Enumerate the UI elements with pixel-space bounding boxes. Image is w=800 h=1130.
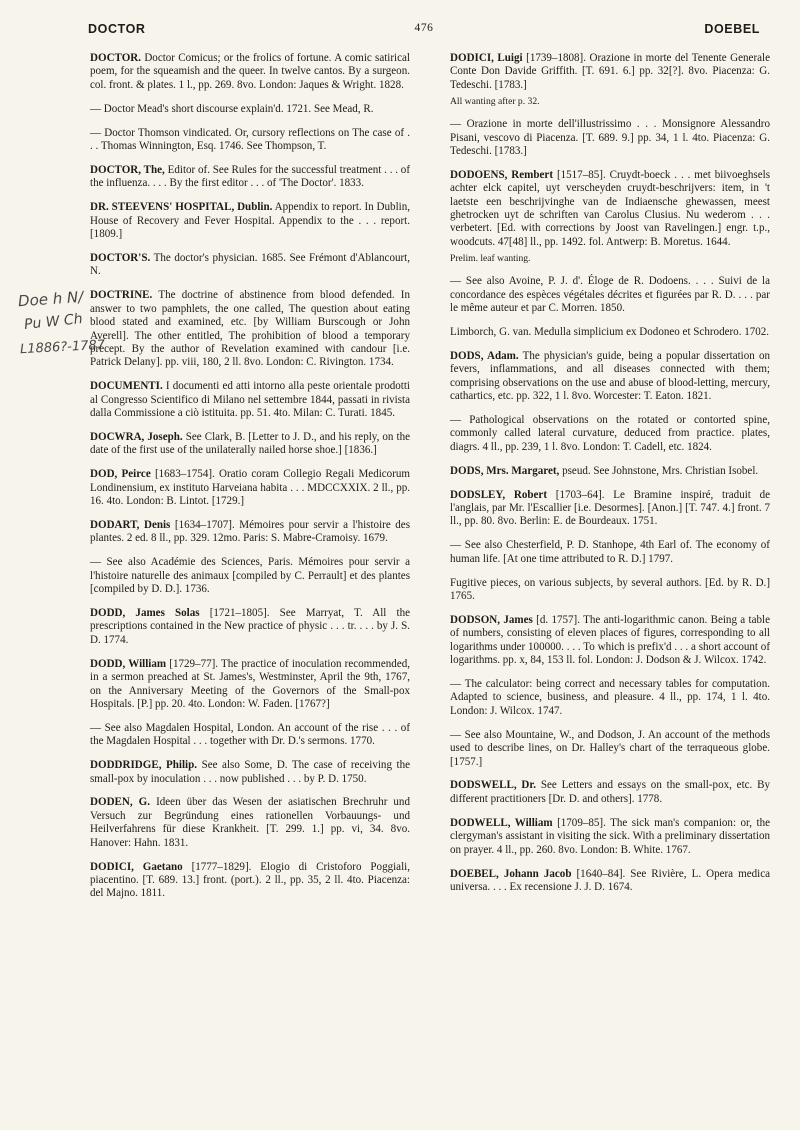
catalog-entry [450,817,770,857]
catalog-entry [90,658,410,712]
catalog-entry [90,289,410,369]
entry-text: — See also Avoine, P. J. d'. Éloge de R. Dodoens. . . . Suivi de la concordance des espèces végétales décrites et figurées par R. D. . . . par le même auteur et par C. Morren. 1850. [450,275,770,314]
catalog-entry [90,431,410,458]
catalog-entry [90,252,410,279]
catalog-entry [90,556,410,596]
entry-text: The doctrine of abstinence from blood defended. In answer to two pamphlets, the one called, The question about eating blood stated and examined, etc. [by William Burscough or John Averell]. The other entitled, The prohibition of blood a temporary precept. By the author of Revelation examined with candour [i.e. Patrick Delany]. pp. viii, 180, 2 ll. 8vo. London: C. Rivington. 1734. [90,289,411,369]
entry-text: [1703–64]. Le Bramine inspiré, traduit de l'anglais, par Mr. l'Escallier [i.e. Desormes]. [Anon.] [T. 747. 4.] front. 7 ll., pp. 80. 8vo. Berlin: E. de Bourdeaux. 1751. [450,488,771,528]
catalog-entry [450,465,770,478]
catalog-entry [450,779,770,806]
entry-text: Prelim. leaf wanting. [450,252,531,264]
entry-heading: DODSON, James [450,613,533,626]
entry-text: — See also Mountaine, W., and Dodson, J. An account of the methods used to describe lines, on Dr. Halley's chart of the terraqueous globe. [1757.] [450,728,770,768]
entry-text: Limborch, G. van. Medulla simplicium ex Dodoneo et Schrodero. 1702. [450,325,770,338]
entry-text: See also Some, D. The case of receiving the small-pox by inoculation . . . now published . . . by P. D. 1750. [90,759,410,785]
entry-text: — Orazione in morte dell'illustrissimo . . . Monsignore Alessandro Pisani, vescovo di Piacenza. [T. 689. 9.] pp. 34, 1 l. 4to. Piacenza: G. Tedeschi. [1783.] [450,118,770,157]
entry-text: — See also Académie des Sciences, Paris. Mémoires pour servir a l'histoire naturelle des animaux [compiled by C. Perrault] et des plantes [compiled by D. D.]. 1736. [90,556,410,596]
entry-text: Ideen über das Wesen der asiatischen Brechruhr und Versuch zur Begründung eines rationellen Vorbauungs- und Heilverfahrens für diese Krankheit. [T. 299. 1.] pp. vi, 34. 8vo. Hanover: Hahn. 1831. [90,796,410,849]
entry-text: Editor of. See Rules for the successful treatment . . . of the influenza. . . . By the first editor . . . of 'The Doctor'. 1833. [90,163,410,190]
entry-heading: DODOENS, Rembert [450,168,554,181]
entry-text: — Doctor Mead's short discourse explain'd. 1721. See Mead, R. [90,102,374,115]
catalog-entry [450,52,770,92]
entry-heading: DODD, William [90,657,167,670]
catalog-entry [90,796,410,850]
catalog-entry [450,275,770,315]
entry-text: [1517–85]. Cruydt-boeck . . . met biivoeghsels achter elck capitel, uyt verscheyden cruydt-beschrijvers: item, in 't laetste een beschrijvinghe van de Indiaensche ghewassen, meest ghetrocken uyt de schriften van Carolus Clusius. Nu wederom . . . verbetert. [Ed. with corrections by Joost van Ravelingen.] engr. t.p., woodcuts. 47[48] ll., pp. 1492. fol. Antwerp: B. Moretus. 1644. [450,168,770,248]
entry-text: [1709–85]. The sick man's companion: or, the clergyman's assistant in visiting the sick. With a preliminary dissertation on prayer. 4 ll., pp. 260. 8vo. London: B. White. 1767. [450,816,770,856]
entry-text: [1777–1829]. Elogio di Cristoforo Poggiali, piacentino. [T. 689. 13.] front. (port.). 2 ll., pp. 35, 2 ll. 4to. Piacenza: del Majno. 1811. [90,860,410,900]
entry-text: [d. 1757]. The anti-logarithmic canon. Being a table of numbers, consisting of eleven places of figures, corresponding to all logarithms under 100000. . . . To which is prefix'd . . . a short account of logarithms. pp. x, 84, 153 ll. fol. London: J. Dodson & J. Wilcox. 1742. [450,613,771,667]
entry-heading: DODART, Denis [90,518,171,531]
entry-heading: DODSLEY, Robert [450,488,548,501]
entry-text: — The calculator: being correct and necessary tables for computation. Adapted to science, business, and pleasure. 4 ll., pp. 174, 1 l. 4to. London: J. Wilcox. 1747. [450,678,770,717]
page-number: 476 [414,22,434,34]
catalog-entry [450,489,770,529]
catalog-entry [90,861,410,901]
entry-text: — See also Magdalen Hospital, London. An account of the rise . . . of the Magdalen Hospital . . . together with Dr. D.'s sermons. 1770. [90,721,410,748]
entry-text: — See also Chesterfield, P. D. Stanhope, 4th Earl of. The economy of human life. [At one time attributed to R. D.] 1797. [450,539,770,565]
catalog-entry [90,127,410,154]
catalog-entry [450,729,770,769]
catalog-entry [90,468,410,508]
handwritten-margin-note: Pu W Ch [23,310,84,334]
entry-heading: DOCWRA, Joseph. [90,430,183,443]
catalog-entry [90,103,410,116]
catalog-note [450,252,770,265]
catalog-note [450,95,770,108]
entry-text: The doctor's physician. 1685. See Frémont d'Ablancourt, N. [90,251,410,278]
header-left-word: DOCTOR [88,22,146,36]
entry-text: [1721–1805]. See Marryat, T. All the prescriptions contained in the New practice of physic . . . tr. . . . by J. S. D. 1774. [90,607,411,646]
entry-heading: DODWELL, William [450,816,553,829]
catalog-entry [450,118,770,158]
catalog-entry [90,164,410,191]
entry-text: Fugitive pieces, on various subjects, by several authors. [Ed. by R. D.] 1765. [450,576,770,602]
entry-heading: DOCTRINE. [90,289,153,302]
catalog-entry [90,52,410,92]
catalog-entry [90,722,410,749]
catalog-entry [90,759,410,786]
entry-text: All wanting after p. 32. [450,95,540,107]
entry-heading: DODDRIDGE, Philip. [90,759,198,772]
entry-text: See Letters and essays on the small-pox, etc. By different practitioners [Dr. D. and others]. 1778. [450,779,770,805]
entry-heading: DODICI, Gaetano [90,860,183,873]
entry-heading: DODS, Adam. [450,349,519,362]
entry-text: [1729–77]. The practice of inoculation recommended, in a sermon preached at St. James's, Westminster, April the 9th, 1767, on the Anniversary Meeting of the Governors of the Small-pox Hospitals. [P.] pp. 20. 4to. London: W. Faden. [1767?] [90,657,411,710]
catalog-entry [450,868,770,895]
catalog-entry [90,380,410,420]
entry-heading: DOEBEL, Johann Jacob [450,867,572,880]
entry-heading: DODICI, Luigi [450,52,523,64]
catalog-entry [450,169,770,249]
catalog-entry [450,414,770,454]
right-column [450,52,770,905]
catalog-entry [90,607,410,647]
entry-heading: DOCTOR'S. [90,251,151,264]
entry-text: I documenti ed atti intorno alla peste orientale prodotti al Congresso Scientifico di Milano nel settembre 1844, passati in rivista dalla Commissione a ciò istituita. pp. 51. 4to. Milan: C. Turati. 1845. [90,380,410,420]
entry-heading: DOCTOR. [90,52,142,64]
entry-text: [1683–1754]. Oratio coram Collegio Regali Medicorum Londinensium, ex instituto Harveiana habita . . . MDCCXXIX. 2 ll., pp. 16. 4to. London: B. Lintot. [1729.] [90,468,411,508]
entry-heading: DOD, Peirce [90,468,151,481]
entry-text: The physician's guide, being a popular dissertation on fevers, inflammations, and all diseases connected with them; comprising observations on the use and abuse of blood-letting, mercury, cathartics, etc. pp. 322, 1 l. 8vo. Worcester: T. Eaton. 1821. [450,349,771,403]
entry-text: [1640–84]. See Rivière, L. Opera medica universa. . . . Ex recensione J. J. D. 1674. [450,867,770,893]
catalog-entry [450,577,770,604]
entry-text: [1739–1808]. Orazione in morte del Tenente Generale Conte Don Davide Griffith. [T. 691. 6.] pp. 32[?]. 8vo. Piacenza: G. Tedeschi. [1783.] [450,52,771,91]
catalog-entry [450,326,770,339]
entry-text: — Pathological observations on the rotated or contorted spine, commonly called lateral curvature, deduced from practice. plates, diagrs. 4 ll., pp. 239, 1 l. 8vo. London: T. Cadell, etc. 1824. [450,413,770,453]
entry-text: Doctor Comicus; or the frolics of fortune. A comic satirical poem, for the squeamish and the queer. In twelve cantos. By a surgeon. col. front. & plates. 1 l., pp. 269. 8vo. London: Jaques & Wright. 1828. [90,52,410,91]
entry-heading: DODSWELL, Dr. [450,779,537,792]
entry-heading: DOCUMENTI. [90,380,163,393]
entry-heading: DODEN, G. [90,796,151,809]
header-right-word: DOEBEL [704,22,760,36]
handwritten-margin-note: Doe h N/ [17,287,84,311]
entry-heading: DR. STEEVENS' HOSPITAL, Dublin. [90,201,273,214]
page-header [88,22,760,44]
handwritten-margin-note: L1886?-1787 [19,337,106,358]
entry-text: See Clark, B. [Letter to J. D., and his reply, on the date of the first use of the unilaterally nailed horse shoe.] [1836.] [90,430,411,457]
catalog-entry [90,519,410,546]
catalog-entry [450,350,770,404]
entry-text: pseud. See Johnstone, Mrs. Christian Isobel. [562,464,759,477]
entry-text: — Doctor Thomson vindicated. Or, cursory reflections on The case of . . . Thomas Winnington, Esq. 1746. See Thompson, T. [90,126,410,153]
catalog-entry [450,539,770,566]
entry-text: [1634–1707]. Mémoires pour servir a l'histoire des plantes. 2 ed. 8 ll., pp. 329. 12mo. Paris: S. Mabre-Cramoisy. 1679. [90,518,410,545]
entry-heading: DODS, Mrs. Margaret, [450,464,560,477]
catalog-entry [450,614,770,668]
entry-text: Appendix to report. In Dublin, House of Recovery and Fever Hospital. Appendix to the . . . report. [1809.] [90,201,411,241]
left-column [90,52,410,911]
catalog-entry [450,678,770,718]
entry-heading: DOCTOR, The, [90,163,165,176]
entry-heading: DODD, James Solas [90,607,200,619]
catalog-entry [90,201,410,241]
